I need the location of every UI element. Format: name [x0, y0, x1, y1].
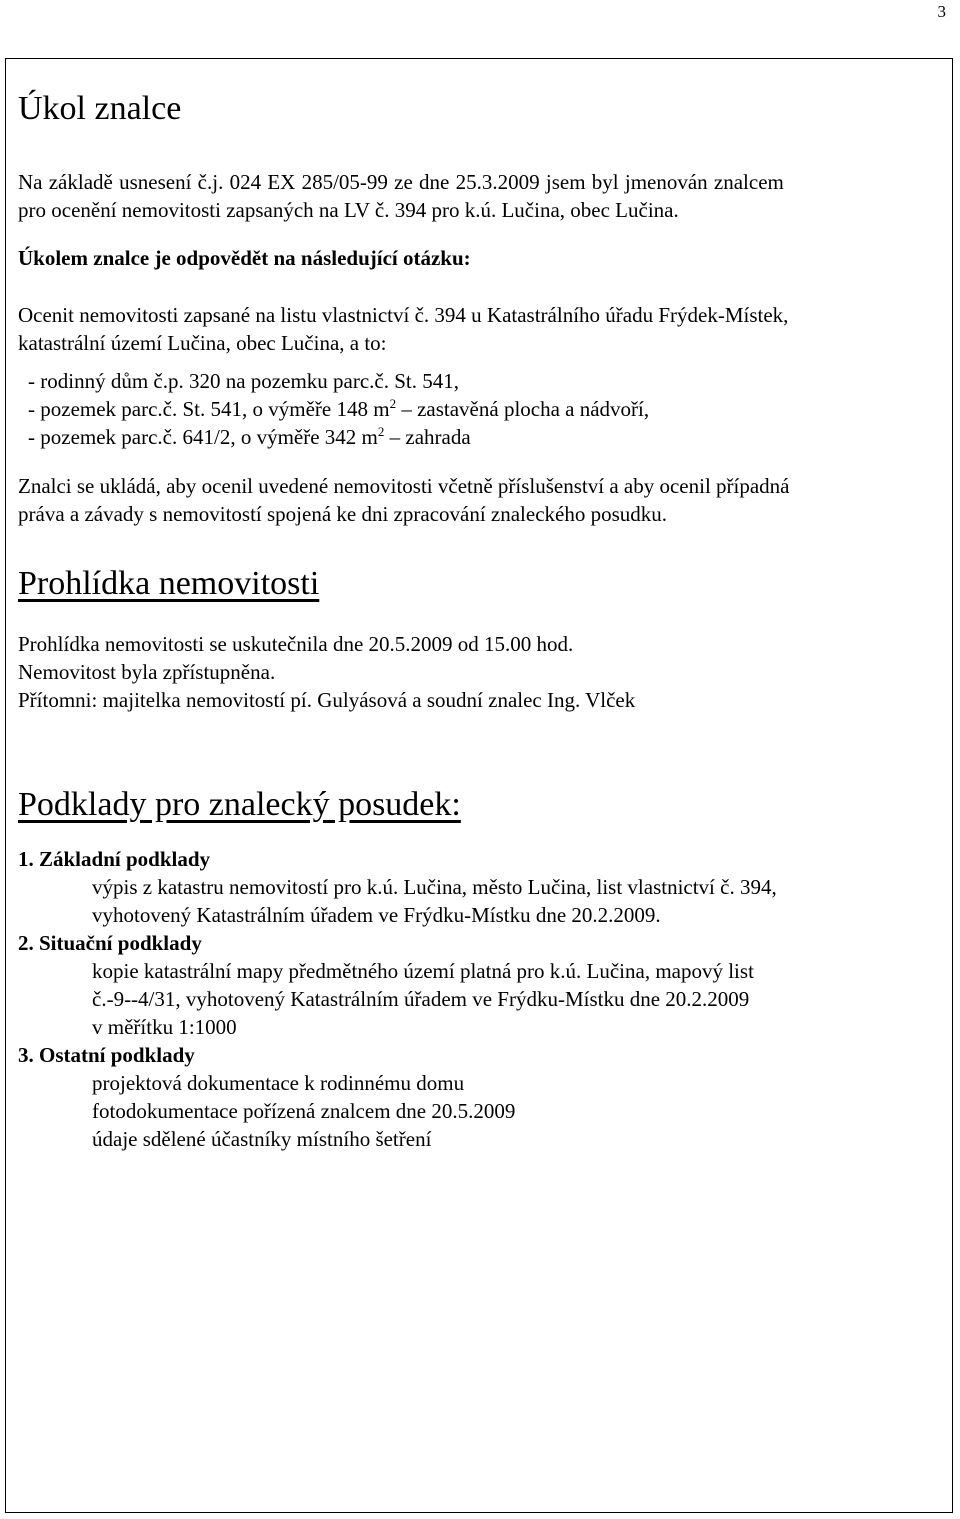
task-line-1: Ocenit nemovitosti zapsané na listu vlastnictví č. 394 u Katastrálního úřadu Frýdek-Místek, — [18, 302, 789, 327]
property-item-tail: – zastavěná plocha a nádvoří, — [396, 396, 650, 421]
basis-group-heading: 1. Základní podklady — [18, 847, 211, 872]
property-item — [28, 395, 946, 423]
task-line-2: katastrální území Lučina, obec Lučina, a to: — [18, 330, 387, 355]
basis-group-heading: 2. Situační podklady — [18, 931, 202, 956]
basis-group-heading: 3. Ostatní podklady — [18, 1043, 195, 1068]
property-list — [28, 367, 946, 451]
inspection-line-2: Nemovitost byla zpřístupněna. — [18, 659, 276, 684]
basis-group — [18, 929, 946, 1041]
basis-line: č.-9--4/31, vyhotovený Katastrálním úřadem ve Frýdku-Místku dne 20.2.2009 — [92, 987, 750, 1012]
section-title-prohlidka: Prohlídka nemovitosti — [18, 564, 320, 602]
page-number: 3 — [937, 2, 946, 21]
basis-line: projektová dokumentace k rodinnému domu — [92, 1071, 465, 1096]
basis-line: kopie katastrální mapy předmětného území platná pro k.ú. Lučina, mapový list — [92, 959, 754, 984]
property-item-tail: – zahrada — [384, 424, 471, 449]
superscript: 2 — [377, 423, 385, 439]
basis-line: výpis z katastru nemovitostí pro k.ú. Lučina, město Lučina, list vlastnictví č. 394, — [92, 875, 777, 900]
duty-line-1: Znalci se ukládá, aby ocenil uvedené nemovitosti včetně příslušenství a aby ocenil případná — [18, 473, 790, 498]
basis-line: vyhotovený Katastrálním úřadem ve Frýdku-Místku dne 20.2.2009. — [92, 903, 661, 928]
inspection-line-1: Prohlídka nemovitosti se uskutečnila dne 20.5.2009 od 15.00 hod. — [18, 631, 574, 656]
question-heading: Úkolem znalce je odpovědět na následující otázku: — [18, 245, 471, 270]
intro-line-1: Na základě usnesení č.j. 024 EX 285/05-99 ze dne 25.3.2009 jsem byl jmenován znalcem — [18, 169, 784, 194]
intro-line-2: pro ocenění nemovitosti zapsaných na LV č. 394 pro k.ú. Lučina, obec Lučina. — [18, 197, 679, 222]
inspection-line-3: Přítomni: majitelka nemovitostí pí. Gulyásová a soudní znalec Ing. Vlček — [18, 687, 636, 712]
property-item — [28, 367, 946, 395]
property-item — [28, 423, 946, 451]
basis-group — [18, 845, 946, 929]
document-content — [18, 89, 946, 1153]
basis-line: fotodokumentace pořízená znalcem dne 20.5.2009 — [92, 1099, 516, 1124]
basis-line: údaje sdělené účastníky místního šetření — [92, 1127, 432, 1152]
property-item-text: - rodinný dům č.p. 320 na pozemku parc.č. St. 541, — [28, 368, 459, 393]
superscript: 2 — [389, 395, 397, 411]
section-title-podklady: Podklady pro znalecký posudek: — [18, 785, 461, 823]
property-item-text: - pozemek parc.č. St. 541, o výměře 148 m — [28, 396, 390, 421]
basis-group — [18, 1041, 946, 1153]
page-frame — [5, 58, 953, 1513]
property-item-text: - pozemek parc.č. 641/2, o výměře 342 m — [28, 424, 378, 449]
section-title-ukol-znalce: Úkol znalce — [18, 90, 182, 127]
basis-line: v měřítku 1:1000 — [92, 1015, 237, 1040]
duty-line-2: práva a závady s nemovitostí spojená ke dni zpracování znaleckého posudku. — [18, 501, 668, 526]
